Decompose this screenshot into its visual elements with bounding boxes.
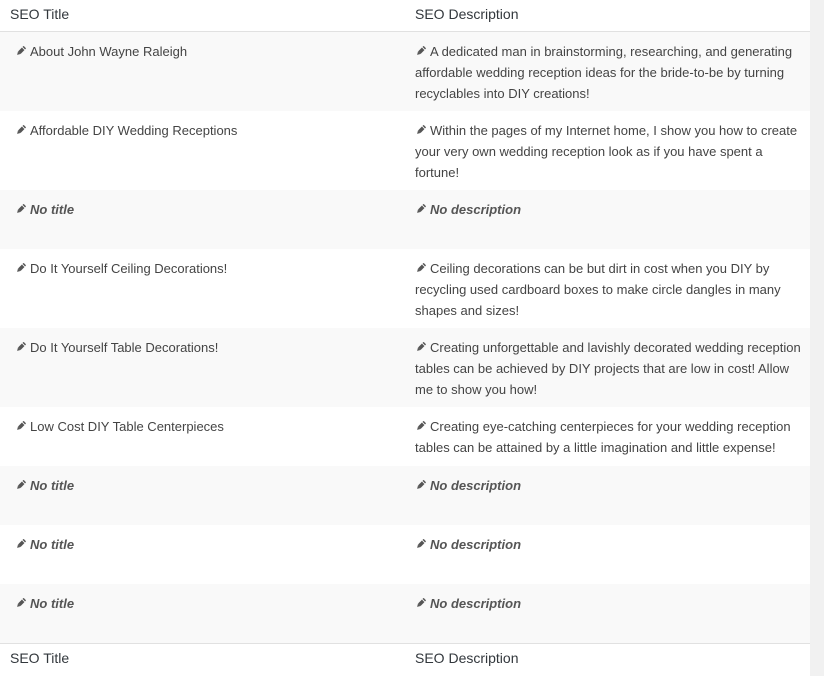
no-title-text: No title bbox=[30, 478, 75, 493]
seo-description-cell[interactable] bbox=[415, 337, 805, 400]
seo-description-cell[interactable] bbox=[415, 120, 805, 183]
seo-title-cell[interactable] bbox=[15, 475, 395, 496]
column-footer-seo-title[interactable]: SEO Title bbox=[10, 650, 70, 666]
seo-description-cell[interactable] bbox=[415, 258, 805, 321]
pencil-icon[interactable] bbox=[415, 420, 427, 432]
seo-title-cell[interactable] bbox=[15, 534, 395, 555]
seo-description-cell[interactable] bbox=[415, 199, 805, 220]
pencil-icon[interactable] bbox=[415, 479, 427, 491]
pencil-icon[interactable] bbox=[15, 203, 27, 215]
pencil-icon[interactable] bbox=[15, 262, 27, 274]
seo-title-cell[interactable] bbox=[15, 258, 395, 279]
seo-title-text: Low Cost DIY Table Centerpieces bbox=[30, 419, 224, 434]
pencil-icon[interactable] bbox=[415, 597, 427, 609]
seo-description-cell[interactable] bbox=[415, 534, 805, 555]
table-row bbox=[0, 32, 810, 111]
seo-title-cell[interactable] bbox=[15, 41, 395, 62]
no-description-text: No description bbox=[430, 202, 522, 217]
seo-description-cell[interactable] bbox=[415, 475, 805, 496]
seo-description-cell[interactable] bbox=[415, 593, 805, 614]
column-header-seo-description[interactable]: SEO Description bbox=[415, 6, 519, 22]
column-footer-seo-description[interactable]: SEO Description bbox=[415, 650, 519, 666]
table-row bbox=[0, 407, 810, 466]
no-title-text: No title bbox=[30, 202, 75, 217]
table-row bbox=[0, 525, 810, 584]
seo-title-text: Affordable DIY Wedding Receptions bbox=[30, 123, 238, 138]
seo-title-cell[interactable] bbox=[15, 120, 395, 141]
seo-title-text: Do It Yourself Ceiling Decorations! bbox=[30, 261, 228, 276]
pencil-icon[interactable] bbox=[15, 45, 27, 57]
table-row bbox=[0, 249, 810, 328]
seo-description-text: Within the pages of my Internet home, I show you how to create your very own wedding reception look as if you have spent a fortune! bbox=[415, 123, 798, 180]
no-description-text: No description bbox=[430, 596, 522, 611]
table-row bbox=[0, 111, 810, 190]
seo-description-cell[interactable] bbox=[415, 416, 805, 458]
seo-description-text: Creating eye-catching centerpieces for your wedding reception tables can be attained by a little imagination and little expense! bbox=[415, 419, 791, 455]
no-description-text: No description bbox=[430, 537, 522, 552]
no-description-text: No description bbox=[430, 478, 522, 493]
pencil-icon[interactable] bbox=[415, 341, 427, 353]
table-row bbox=[0, 190, 810, 249]
seo-title-text: Do It Yourself Table Decorations! bbox=[30, 340, 219, 355]
pencil-icon[interactable] bbox=[415, 538, 427, 550]
table-row bbox=[0, 328, 810, 407]
table-row bbox=[0, 584, 810, 643]
seo-description-text: Creating unforgettable and lavishly decorated wedding reception tables can be achieved by DIY projects that are low in cost! Allow me to show you how! bbox=[415, 340, 801, 397]
pencil-icon[interactable] bbox=[15, 341, 27, 353]
seo-title-text: About John Wayne Raleigh bbox=[30, 44, 188, 59]
table-header bbox=[0, 0, 810, 32]
no-title-text: No title bbox=[30, 537, 75, 552]
pencil-icon[interactable] bbox=[15, 597, 27, 609]
seo-title-cell[interactable] bbox=[15, 199, 395, 220]
pencil-icon[interactable] bbox=[15, 538, 27, 550]
pencil-icon[interactable] bbox=[15, 479, 27, 491]
pencil-icon[interactable] bbox=[415, 262, 427, 274]
seo-title-cell[interactable] bbox=[15, 337, 395, 358]
pencil-icon[interactable] bbox=[415, 45, 427, 57]
pencil-icon[interactable] bbox=[415, 124, 427, 136]
table-footer bbox=[0, 643, 810, 676]
pencil-icon[interactable] bbox=[15, 420, 27, 432]
seo-description-text: A dedicated man in brainstorming, researching, and generating affordable wedding reception ideas for the bride-to-be by turning recyclables into DIY creations! bbox=[415, 44, 793, 101]
pencil-icon[interactable] bbox=[15, 124, 27, 136]
seo-description-cell[interactable] bbox=[415, 41, 805, 104]
column-header-seo-title[interactable]: SEO Title bbox=[10, 6, 70, 22]
no-title-text: No title bbox=[30, 596, 75, 611]
scrollbar[interactable] bbox=[810, 0, 824, 676]
seo-title-cell[interactable] bbox=[15, 593, 395, 614]
seo-title-cell[interactable] bbox=[15, 416, 395, 437]
seo-description-text: Ceiling decorations can be but dirt in cost when you DIY by recycling used cardboard boxes to make circle dangles in many shapes and sizes! bbox=[415, 261, 781, 318]
table-row bbox=[0, 466, 810, 525]
pencil-icon[interactable] bbox=[415, 203, 427, 215]
